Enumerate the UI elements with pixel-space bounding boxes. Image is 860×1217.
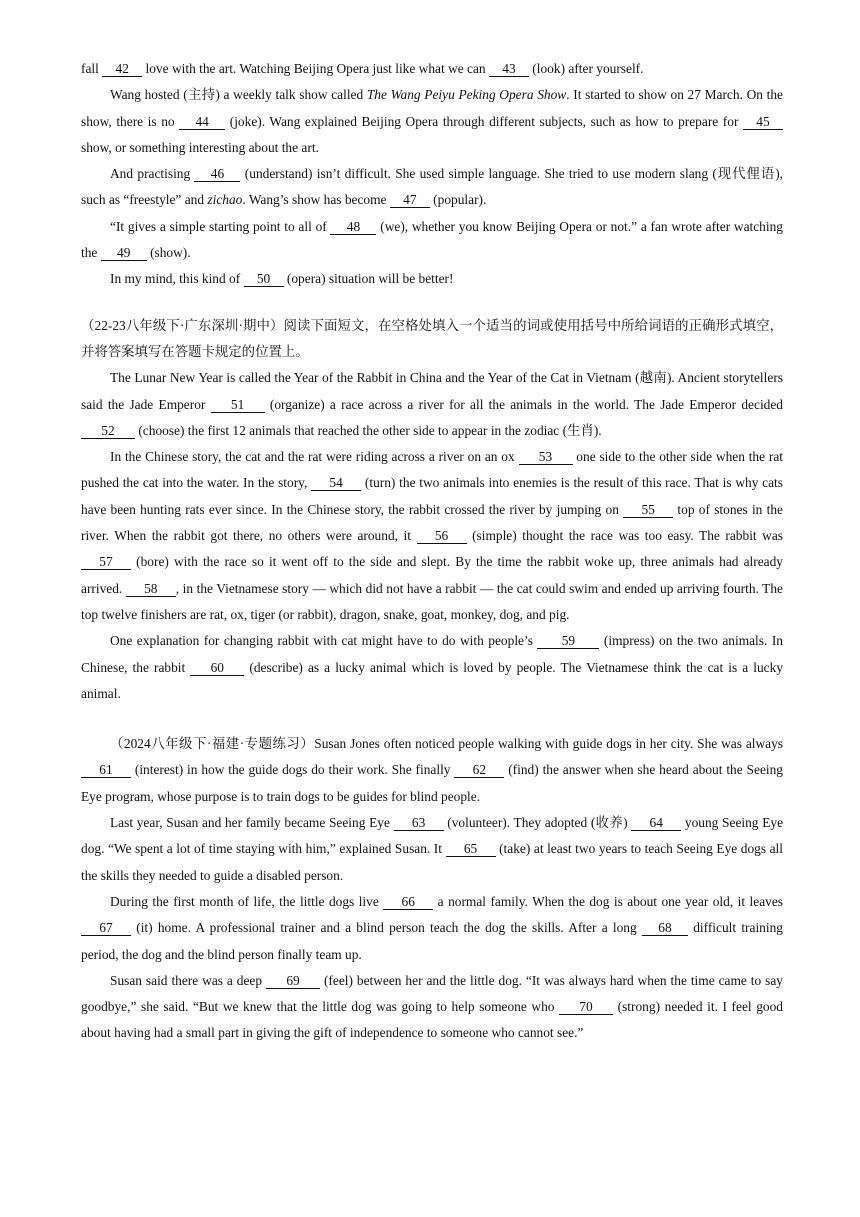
- blank-70[interactable]: 70: [559, 999, 613, 1015]
- blank-53[interactable]: 53: [519, 449, 573, 465]
- passage2-paragraph-2: In the Chinese story, the cat and the rat were riding across a river on an ox 53 one side to the other side when the rat pushed the cat into the water. In the story, 54 (turn) the two animals into enemies is the result of this race. That is why cats have been hunting rats ever since. In the Chinese story, the rabbit crossed the river by jumping on 55 top of stones in the river. When the rabbit got there, no others were around, it 56 (simple) thought the race was too easy. The rabbit was 57 (bore) with the race so it went off to the side and slept. By the time the rabbit woke up, three animals had already arrived. 58 , in the Vietnamese story — which did not have a rabbit — the cat could swim and ended up arriving fourth. The top twelve finishers are rat, ox, tiger (or rabbit), dragon, snake, goat, monkey, dog, and pig.: [81, 449, 784, 622]
- slang-word: zichao: [207, 192, 243, 208]
- blank-62[interactable]: 62: [454, 762, 504, 778]
- blank-67[interactable]: 67: [81, 920, 131, 936]
- blank-66[interactable]: 66: [383, 894, 433, 910]
- blank-51[interactable]: 51: [211, 397, 265, 413]
- passage3-paragraph-2: Last year, Susan and her family became Seeing Eye 63 (volunteer). They adopted (收养) 64 young Seeing Eye dog. “We spent a lot of time staying with him,” explained Susan. It 65 (take) at least two years to teach Seeing Eye dogs all the skills they needed to guide a disabled person.: [81, 815, 784, 883]
- passage3-paragraph-4: Susan said there was a deep 69 (feel) between her and the little dog. “It was always hard when the time came to say goodbye,” she said. “But we knew that the little dog was going to help someone who 70 (strong) needed it. I feel good about having had a small part in giving the gift of independence to someone who cannot see.”: [81, 972, 783, 1041]
- blank-49[interactable]: 49: [101, 245, 147, 261]
- passage1-paragraph-4: “It gives a simple starting point to all of 48 (we), whether you know Beijing Opera or not.” a fan wrote after watching the 49 (show).: [81, 218, 783, 261]
- blank-48[interactable]: 48: [330, 219, 376, 235]
- blank-60[interactable]: 60: [190, 660, 244, 676]
- blank-63[interactable]: 63: [394, 815, 444, 831]
- blank-54[interactable]: 54: [311, 475, 361, 491]
- blank-46[interactable]: 46: [194, 166, 240, 182]
- blank-47[interactable]: 47: [390, 192, 430, 208]
- passage1-paragraph-1: fall 42 love with the art. Watching Beijing Opera just like what we can 43 (look) after yourself.: [81, 61, 644, 76]
- blank-69[interactable]: 69: [266, 973, 320, 989]
- blank-58[interactable]: 58: [126, 581, 176, 597]
- blank-56[interactable]: 56: [417, 528, 467, 544]
- section-spacer: [81, 707, 783, 731]
- passage3-paragraph-1: （2024八年级下·福建·专题练习）Susan Jones often noticed people walking with guide dogs in her city. She was always 61 (interest) in how the guide dogs do their work. She finally 62 (find) the answer when she heard about the Seeing Eye program, whose purpose is to train dogs to be guides for blind people.: [81, 736, 783, 804]
- passage2-paragraph-1: The Lunar New Year is called the Year of the Rabbit in China and the Year of the Cat in Vietnam (越南). Ancient storytellers said the Jade Emperor 51 (organize) a race across a river for all the animals in the world. The Jade Emperor decided 52 (choose) the first 12 animals that reached the other side to appear in the zodiac (生肖).: [81, 370, 783, 438]
- blank-65[interactable]: 65: [446, 841, 496, 857]
- blank-50[interactable]: 50: [244, 271, 284, 287]
- passage1-paragraph-2: Wang hosted (主持) a weekly talk show called The Wang Peiyu Peking Opera Show. It started to show on 27 March. On the show, there is no 44 (joke). Wang explained Beijing Opera through different subjects, such as how to prepare for 45 show, or something interesting about the art.: [81, 87, 783, 155]
- section-spacer: [81, 293, 783, 313]
- blank-44[interactable]: 44: [179, 114, 225, 130]
- passage1-paragraph-3: And practising 46 (understand) isn’t difficult. She used simple language. She tried to use modern slang (现代俚语), such as “freestyle” and zichao. Wang’s show has become 47 (popular).: [81, 166, 783, 208]
- blank-42[interactable]: 42: [102, 61, 142, 77]
- blank-52[interactable]: 52: [81, 423, 135, 439]
- blank-59[interactable]: 59: [537, 633, 599, 649]
- blank-68[interactable]: 68: [642, 920, 688, 936]
- blank-64[interactable]: 64: [631, 815, 681, 831]
- passage2-paragraph-3: One explanation for changing rabbit with cat might have to do with people’s 59 (impress) on the two animals. In Chinese, the rabbit 60 (describe) as a lucky animal which is loved by people. The Vietnamese think the cat is a lucky animal.: [81, 633, 784, 701]
- document-page: [81, 56, 783, 1047]
- blank-57[interactable]: 57: [81, 554, 131, 570]
- passage3-paragraph-3: During the first month of life, the little dogs live 66 a normal family. When the dog is about one year old, it leaves 67 (it) home. A professional trainer and a blind person teach the dog the skills. After a long 68 difficult training period, the dog and the blind person finally team up.: [81, 893, 783, 962]
- blank-45[interactable]: 45: [743, 114, 783, 130]
- passage1-paragraph-5: In my mind, this kind of 50 (opera) situation will be better!: [110, 271, 454, 287]
- blank-43[interactable]: 43: [489, 61, 529, 77]
- passage2-heading: （22-23八年级下·广东深圳·期中）阅读下面短文，在空格处填入一个适当的词或使用括号中所给词语的正确形式填空，并将答案填写在答题卡规定的位置上。: [81, 317, 783, 359]
- blank-55[interactable]: 55: [623, 502, 673, 518]
- blank-61[interactable]: 61: [81, 762, 131, 778]
- show-title: The Wang Peiyu Peking Opera Show: [366, 87, 567, 103]
